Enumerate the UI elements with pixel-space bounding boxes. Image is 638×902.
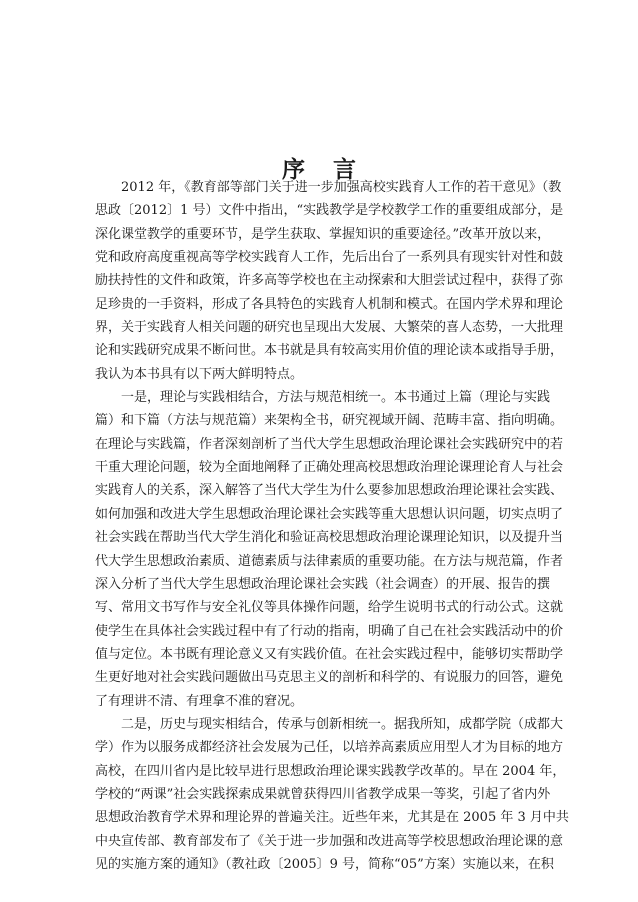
text-line: 了有理讲不清、有理拿不准的窘况。 <box>95 693 304 709</box>
text-line: 社会实践在帮助当代大学生消化和验证高校思想政治理论课理论知识，以及提升当 <box>95 530 564 546</box>
text-line: 我认为本书具有以下两大鲜明特点。 <box>95 366 304 382</box>
text-line: 在理论与实践篇，作者深刻剖析了当代大学生思想政治理论课社会实践研究中的若 <box>95 436 564 452</box>
text-line: 党和政府高度重视高等学校实践育人工作，先后出台了一系列具有现实针对性和鼓 <box>95 250 564 266</box>
text-line: 论和实践研究成果不断问世。本书就是具有较高实用价值的理论读本或指导手册， <box>95 343 564 359</box>
text-line: 写、常用文书写作与安全礼仪等具体操作问题，给学生说明书式的行动公式。这就 <box>95 600 564 616</box>
text-line: 足珍贵的一手资料，形成了各具特色的实践育人机制和模式。在国内学术界和理论 <box>95 296 564 312</box>
text-line: 励扶持性的文件和政策，许多高等学校也在主动探索和大胆尝试过程中，获得了弥 <box>95 273 564 289</box>
text-line: 值与定位。本书既有理论意义又有实践价值。在社会实践过程中，能够切实帮助学 <box>95 646 564 662</box>
text-line: 思政〔2012〕1 号）文件中指出，“实践教学是学校教学工作的重要组成部分，是 <box>95 203 564 219</box>
text-line: 学校的“两课”社会实践探索成果就曾获得四川省教学成果一等奖，引起了省内外 <box>95 786 551 802</box>
text-line: 2012 年，《教育部等部门关于进一步加强高校实践育人工作的若干意见》（教 <box>121 180 562 195</box>
text-line: 实践育人的关系，深入解答了当代大学生为什么要参加思想政治理论课社会实践、 <box>95 483 564 499</box>
text-line: 见的实施方案的通知》（教社政〔2005〕9 号，简称“05”方案）实施以来，在积 <box>95 856 554 872</box>
text-line: 代大学生思想政治素质、道德素质与法律素质的重要功能。在方法与规范篇，作者 <box>95 553 564 569</box>
text-line: 中央宣传部、教育部发布了《关于进一步加强和改进高等学校思想政治理论课的意 <box>95 833 564 849</box>
text-line: 思想政治教育学术界和理论界的普遍关注。近些年来，尤其是在 2005 年 3 月中共 <box>95 810 569 826</box>
text-line: 如何加强和改进大学生思想政治理论课社会实践等重大思想认识问题，切实点明了 <box>95 506 564 522</box>
text-line: 深入分析了当代大学生思想政治理论课社会实践（社会调查）的开展、报告的撰 <box>95 576 551 592</box>
title-char: 序 <box>282 156 305 184</box>
text-line: 学）作为以服务成都经济社会发展为己任，以培养高素质应用型人才为目标的地方 <box>95 740 564 756</box>
text-line: 深化课堂教学的重要环节，是学生获取、掌握知识的重要途径。”改革开放以来， <box>95 226 551 242</box>
text-line: 使学生在具体社会实践过程中有了行动的指南，明确了自己在社会实践活动中的价 <box>95 623 564 639</box>
preface-body <box>95 176 569 876</box>
text-line: 生更好地对社会实践问题做出马克思主义的剖析和科学的、有说服力的回答，避免 <box>95 670 564 686</box>
paragraph <box>95 713 569 876</box>
text-line: 界，关于实践育人相关问题的研究也呈现出大发展、大繁荣的喜人态势，一大批理 <box>95 320 564 336</box>
text-line: 二是，历史与现实相结合，传承与创新相统一。据我所知，成都学院（成都大 <box>121 716 564 732</box>
paragraph <box>95 176 564 386</box>
text-line: 干重大理论问题，较为全面地阐释了正确处理高校思想政治理论课理论育人与社会 <box>95 460 564 476</box>
text-line: 高校，在四川省内是比较早进行思想政治理论课实践教学改革的。早在 2004 年， <box>95 763 566 779</box>
title-char: 言 <box>333 156 356 184</box>
text-line: 篇）和下篇（方法与规范篇）来架构全书，研究视域开阔、范畴丰富、指向明确。 <box>95 413 564 429</box>
paragraph <box>95 386 564 713</box>
text-line: 一是，理论与实践相结合，方法与规范相统一。本书通过上篇（理论与实践 <box>121 390 551 406</box>
